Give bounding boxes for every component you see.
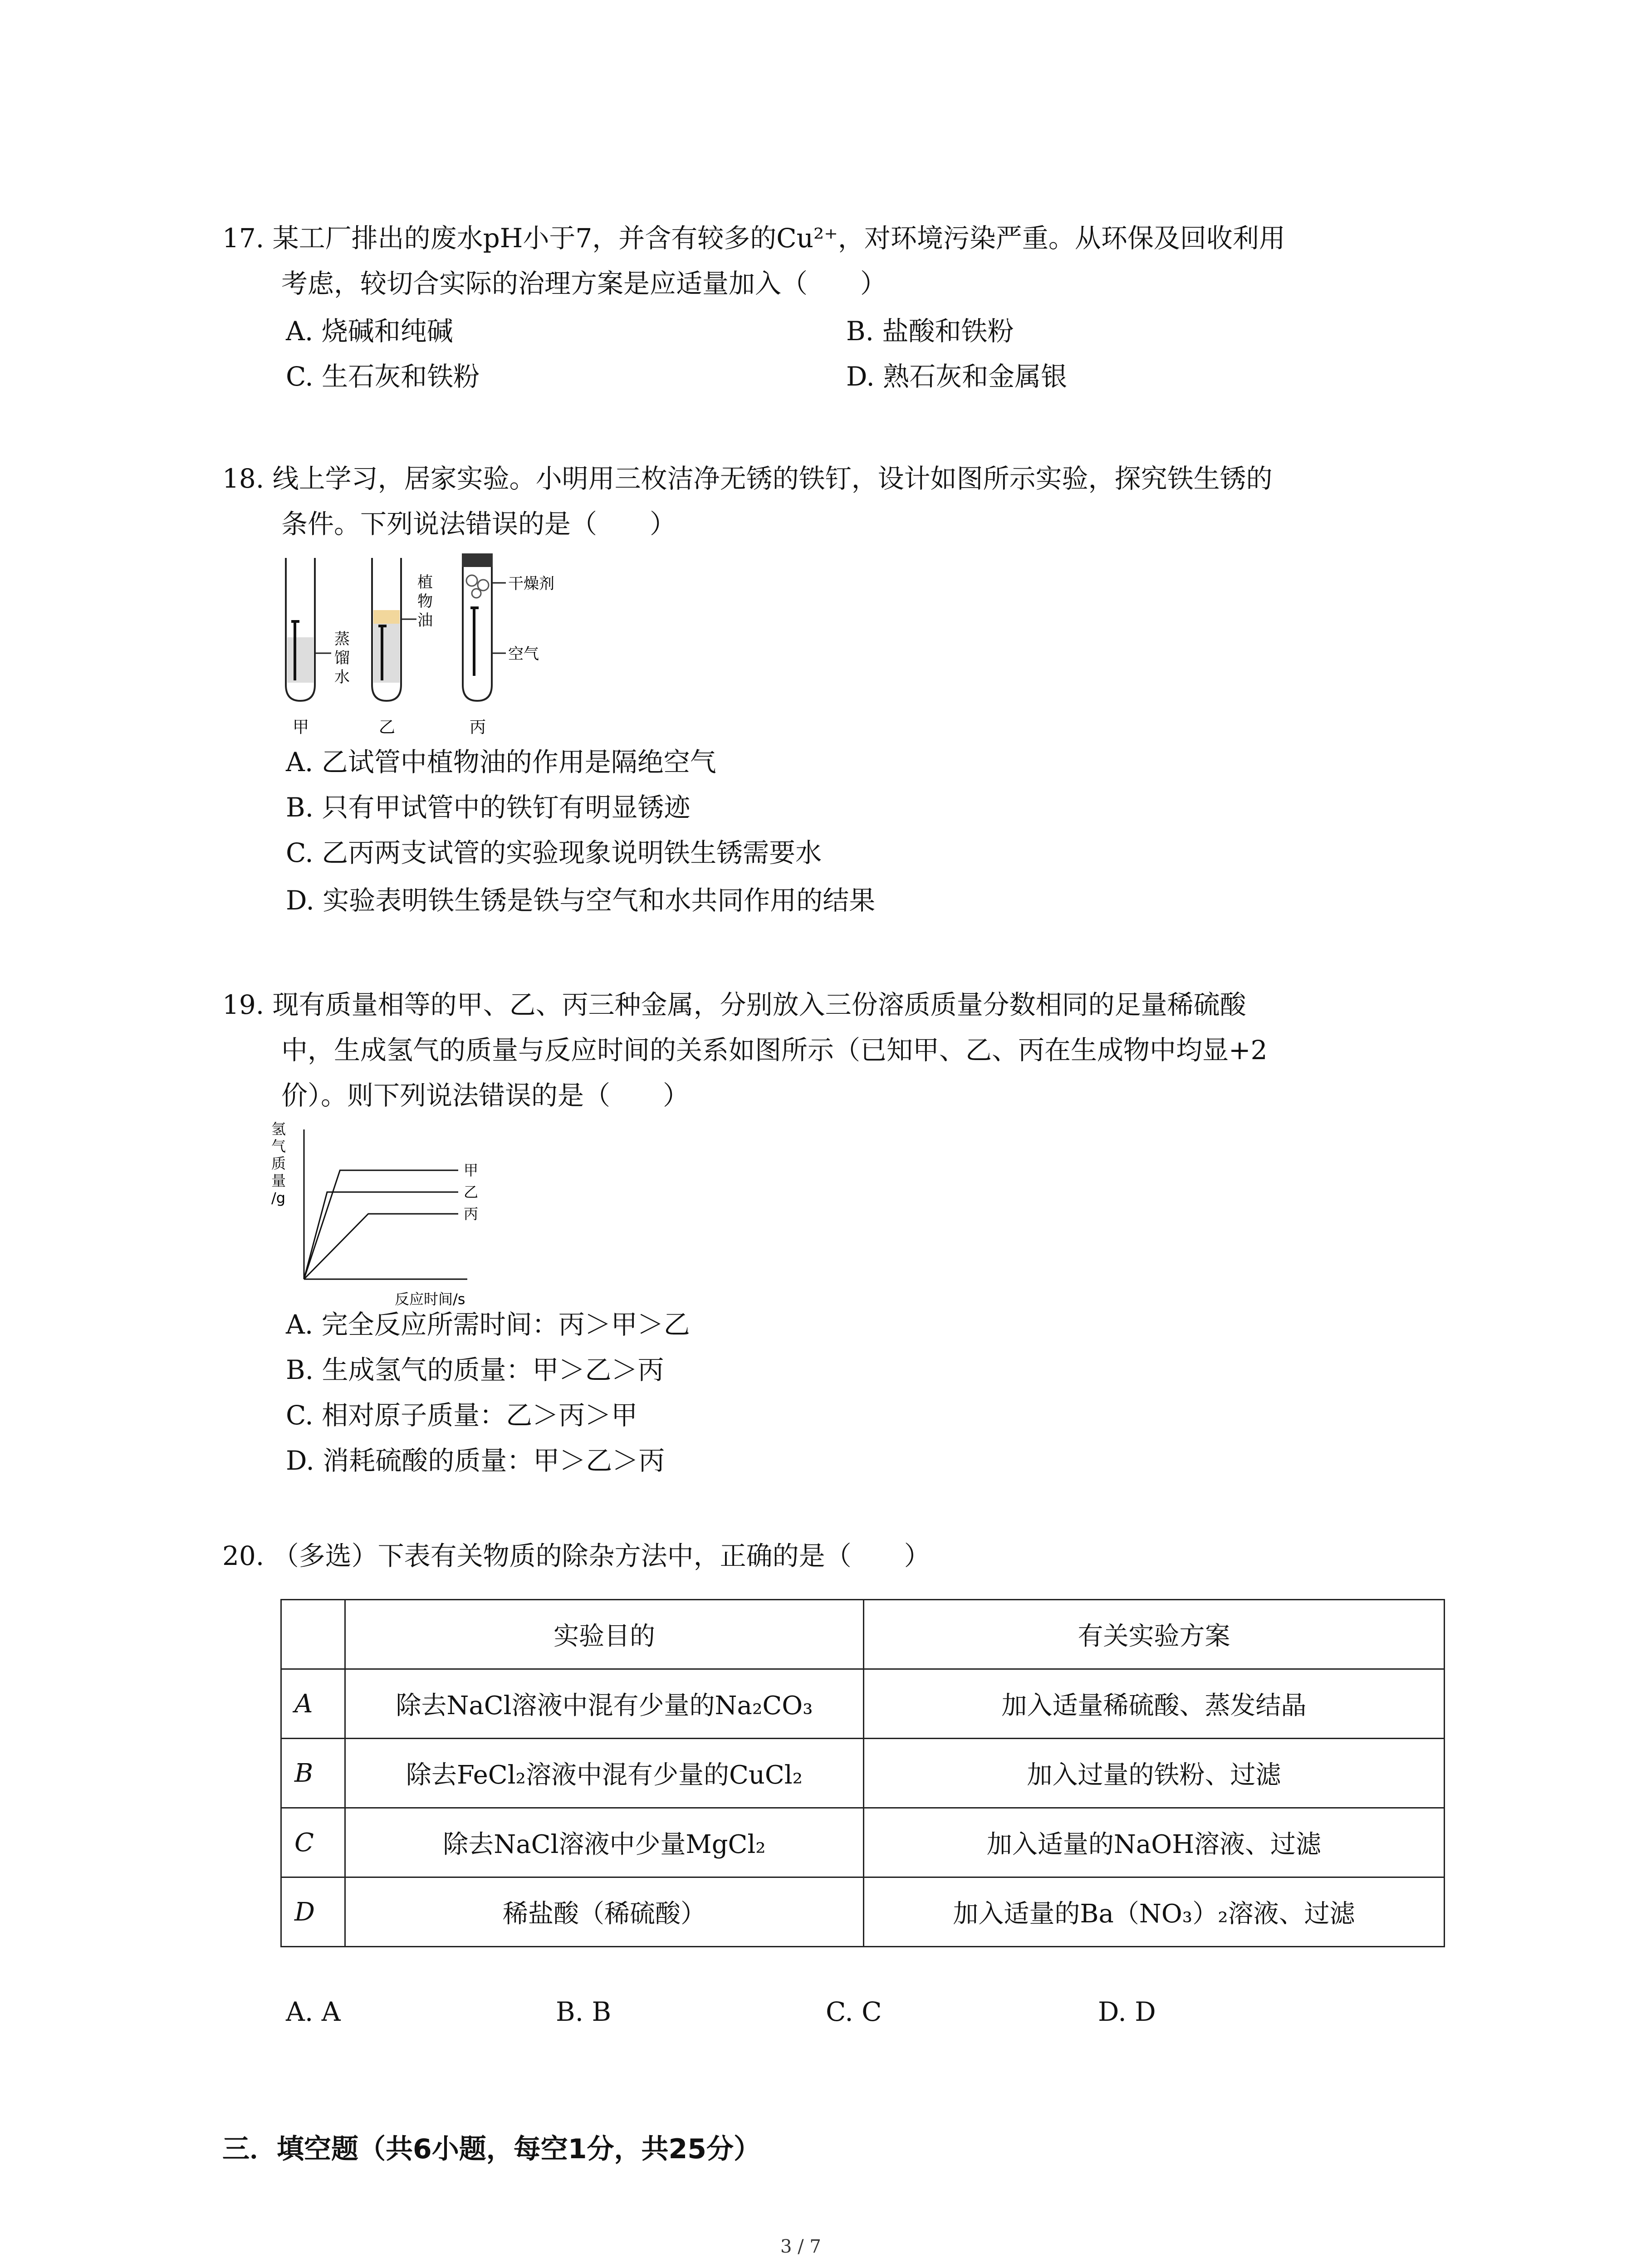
table-cell-label: A — [281, 1669, 345, 1739]
q17-option-c: C. 生石灰和铁粉 — [286, 361, 480, 392]
table-cell-label: C — [281, 1808, 345, 1877]
water-label: 蒸馏水 — [334, 630, 350, 686]
q20-option-d: D. D — [1098, 1996, 1156, 2027]
q17-option-a: A. 烧碱和纯碱 — [286, 316, 453, 347]
hydrogen-chart — [268, 1120, 522, 1311]
series-label-1: 甲 — [464, 1162, 479, 1179]
q20-option-b: B. B — [556, 1996, 612, 2027]
test-tube-bing — [462, 553, 554, 737]
table-header-row — [281, 1600, 1445, 1669]
oil-label: 植物油 — [417, 573, 433, 630]
table-header-cell: 实验目的 — [345, 1600, 864, 1669]
tube-label-bing: 丙 — [470, 718, 486, 737]
impurity-removal-table — [280, 1599, 1445, 1947]
table-row — [281, 1739, 1445, 1808]
table-cell-aim: 除去FeCl₂溶液中混有少量的CuCl₂ — [345, 1739, 864, 1808]
tube-label-yi: 乙 — [379, 718, 396, 737]
table-cell-aim: 稀盐酸（稀硫酸） — [345, 1877, 864, 1947]
q18-stem-line2: 条件。下列说法错误的是（ ） — [281, 508, 676, 539]
q17-option-b: B. 盐酸和铁粉 — [846, 316, 1014, 347]
series-line-1 — [304, 1170, 458, 1279]
table-row — [281, 1808, 1445, 1877]
chart-ylabel: 氢气质量/g — [271, 1120, 286, 1207]
q17-stem-line2: 考虑，较切合实际的治理方案是应适量加入（ ） — [281, 268, 887, 299]
page-number: 3 / 7 — [780, 2236, 821, 2257]
table-header-cell: 有关实验方案 — [864, 1600, 1445, 1669]
q18-option-c: C. 乙丙两支试管的实验现象说明铁生锈需要水 — [286, 837, 822, 868]
q18-option-d: D. 实验表明铁生锈是铁与空气和水共同作用的结果 — [286, 885, 876, 916]
test-tube-jia — [286, 558, 350, 737]
table-cell-plan: 加入适量的NaOH溶液、过滤 — [864, 1808, 1445, 1877]
q17-stem-line1: 17. 某工厂排出的废水pH小于7，并含有较多的Cu²⁺，对环境污染严重。从环保及回收利用 — [222, 223, 1285, 254]
series-line-2 — [304, 1192, 458, 1279]
desiccant-label: 干燥剂 — [508, 575, 554, 593]
test-tube-figure — [272, 549, 590, 748]
q19-stem-line3: 价）。则下列说法错误的是（ ） — [281, 1080, 690, 1111]
q19-option-c: C. 相对原子质量：乙＞丙＞甲 — [286, 1400, 638, 1431]
q18-stem-line1: 18. 线上学习，居家实验。小明用三枚洁净无锈的铁钉，设计如图所示实验，探究铁生锈的 — [222, 463, 1273, 494]
series-label-3: 丙 — [464, 1205, 479, 1222]
section-3-heading: 三．填空题（共6小题，每空1分，共25分） — [222, 2133, 761, 2165]
table-row — [281, 1877, 1445, 1947]
q19-stem-line2: 中，生成氢气的质量与反应时间的关系如图所示（已知甲、乙、丙在生成物中均显+2 — [281, 1035, 1268, 1066]
series-label-2: 乙 — [464, 1183, 479, 1201]
table-cell-aim: 除去NaCl溶液中少量MgCl₂ — [345, 1808, 864, 1877]
table-cell-plan: 加入适量稀硫酸、蒸发结晶 — [864, 1669, 1445, 1739]
table-cell-label: D — [281, 1877, 345, 1947]
q19-option-d: D. 消耗硫酸的质量：甲＞乙＞丙 — [286, 1445, 665, 1476]
series-line-3 — [304, 1214, 458, 1279]
q19-option-b: B. 生成氢气的质量：甲＞乙＞丙 — [286, 1354, 664, 1385]
test-tube-yi — [372, 558, 433, 737]
table-cell-plan: 加入过量的铁粉、过滤 — [864, 1739, 1445, 1808]
table-header-cell — [281, 1600, 345, 1669]
q18-option-b: B. 只有甲试管中的铁钉有明显锈迹 — [286, 792, 691, 823]
table-cell-plan: 加入适量的Ba（NO₃）₂溶液、过滤 — [864, 1877, 1445, 1947]
air-label: 空气 — [508, 645, 539, 663]
q20-option-a: A. A — [286, 1996, 341, 2027]
q20-option-c: C. C — [826, 1996, 882, 2027]
q18-option-a: A. 乙试管中植物油的作用是隔绝空气 — [286, 747, 716, 777]
table-row — [281, 1669, 1445, 1739]
table-cell-aim: 除去NaCl溶液中混有少量的Na₂CO₃ — [345, 1669, 864, 1739]
chart-xlabel: 反应时间/s — [395, 1290, 465, 1308]
q20-stem: 20. （多选）下表有关物质的除杂方法中，正确的是（ ） — [222, 1540, 931, 1571]
q19-stem-line1: 19. 现有质量相等的甲、乙、丙三种金属，分别放入三份溶质质量分数相同的足量稀硫酸 — [222, 989, 1246, 1020]
q17-option-d: D. 熟石灰和金属银 — [846, 361, 1068, 392]
table-cell-label: B — [281, 1739, 345, 1808]
tube-label-jia: 甲 — [293, 718, 309, 737]
q19-option-a: A. 完全反应所需时间：丙＞甲＞乙 — [286, 1309, 690, 1340]
